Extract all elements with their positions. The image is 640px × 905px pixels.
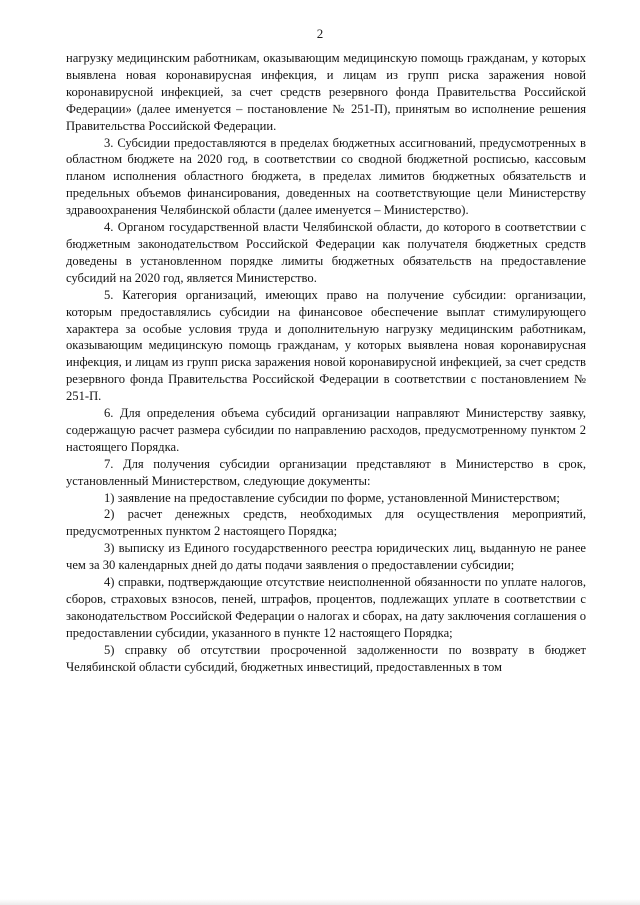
paragraph-4: 4. Органом государственной власти Челябинской области, до которого в соответствии с бюджетным законодательством Российской Федерации как получателя бюджетных средств доведены в установленном порядке лимиты бюджетных обязательств на предоставление субсидий на 2020 год, является Министерство.	[66, 220, 586, 285]
paragraph-3: 3. Субсидии предоставляются в пределах бюджетных ассигнований, предусмотренных в областном бюджете на 2020 год, в соответствии со сводной бюджетной росписью, кассовым планом исполнения областного бюджета, в пределах лимитов бюджетных обязательств и предельных объемов финансирования, доведенных на соответствующие цели Министерству здравоохранения Челябинской области (далее именуется – Министерство).	[66, 135, 586, 218]
list-item-1: 1) заявление на предоставление субсидии по форме, установленной Министерством;	[104, 490, 560, 505]
paragraph-continuation: нагрузку медицинским работникам, оказывающим медицинскую помощь гражданам, у которых выявлена новая коронавирусная инфекция, и лицам из групп риска заражения новой коронавирусной инфекцией, за счет средств резервного фонда Правительства Российской Федерации» (далее именуется – постановление № 251-П), принятым во исполнение решения Правительства Российской Федерации.	[66, 51, 586, 133]
list-item-3: 3) выписку из Единого государственного реестра юридических лиц, выданную не ранее чем за 30 календарных дней до даты подачи заявления о предоставлении субсидии;	[66, 541, 586, 573]
list-item-4: 4) справки, подтверждающие отсутствие неисполненной обязанности по уплате налогов, сборов, страховых взносов, пеней, штрафов, процентов, подлежащих уплате в соответствии с законодательством Российской Федерации о налогах и сборах, на дату заключения соглашения о предоставлении субсидии, указанного в пункте 12 настоящего Порядка;	[66, 575, 586, 640]
document-body	[66, 50, 586, 676]
scan-edge-shadow	[0, 899, 640, 905]
list-item-5: 5) справку об отсутствии просроченной задолженности по возврату в бюджет Челябинской области субсидий, бюджетных инвестиций, предоставленных в том	[66, 642, 586, 674]
list-item-2: 2) расчет денежных средств, необходимых для осуществления мероприятий, предусмотренных пунктом 2 настоящего Порядка;	[66, 507, 586, 539]
paragraph-7: 7. Для получения субсидии организации представляют в Министерство в срок, установленный Министерством, следующие документы:	[66, 456, 586, 488]
paragraph-5: 5. Категория организаций, имеющих право на получение субсидии: организации, которым предоставлялись субсидии на финансовое обеспечение выплат стимулирующего характера за особые условия труда и дополнительную нагрузку медицинским работникам, оказывающим медицинскую помощь гражданам, у которых выявлена новая коронавирусная инфекция, и лицам из групп риска заражения новой коронавирусной инфекцией, за счет средств резервного фонда Правительства Российской Федерации в соответствии с постановлением № 251-П.	[66, 287, 586, 404]
paragraph-6: 6. Для определения объема субсидий организации направляют Министерству заявку, содержащую расчет размера субсидии по направлению расходов, предусмотренному пунктом 2 настоящего Порядка.	[66, 406, 586, 454]
page-number: 2	[316, 26, 324, 41]
